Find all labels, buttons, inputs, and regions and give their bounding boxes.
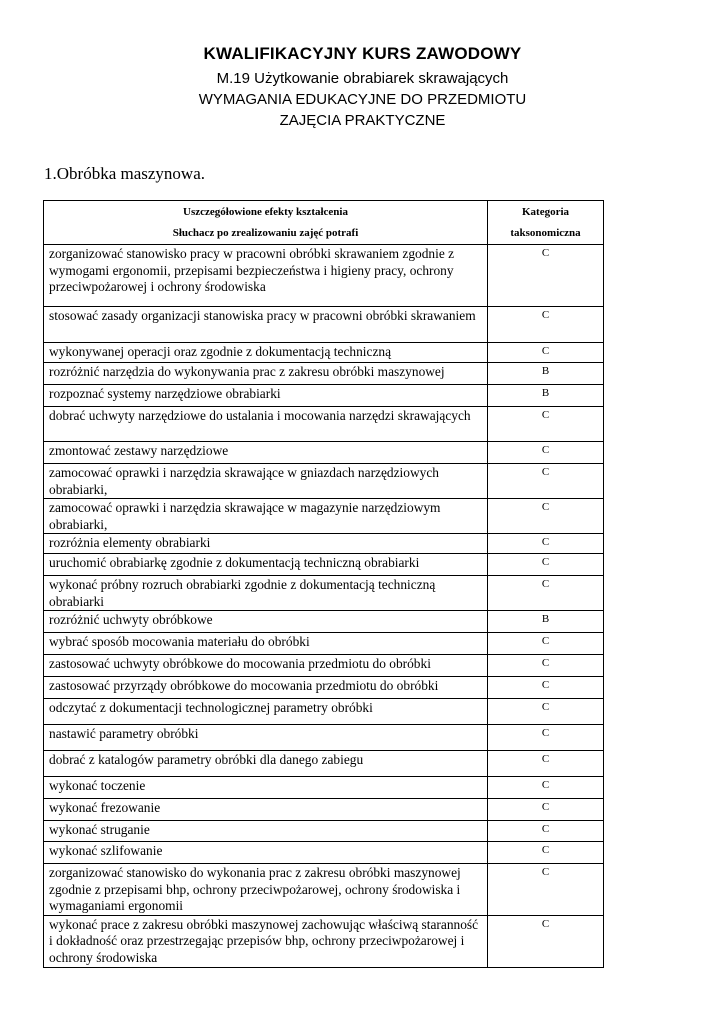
row-category: C bbox=[488, 442, 604, 464]
row-text: wybrać sposób mocowania materiału do obróbki bbox=[44, 633, 488, 655]
row-category: C bbox=[488, 915, 604, 967]
row-text: zastosować uchwyty obróbkowe do mocowania przedmiotu do obróbki bbox=[44, 655, 488, 677]
row-category: C bbox=[488, 407, 604, 442]
table-row bbox=[44, 464, 604, 499]
section-title: 1.Obróbka maszynowa. bbox=[44, 164, 205, 183]
row-text: rozróżnić uchwyty obróbkowe bbox=[44, 611, 488, 633]
table-row bbox=[44, 699, 604, 725]
header-outcomes-line1: Uszczegółowione efekty kształcenia bbox=[183, 206, 348, 218]
header-learning-outcomes bbox=[44, 201, 488, 245]
row-text: wykonać frezowanie bbox=[44, 799, 488, 821]
table-row bbox=[44, 363, 604, 385]
table-row bbox=[44, 821, 604, 842]
table-row bbox=[44, 385, 604, 407]
row-category: C bbox=[488, 725, 604, 751]
header-category-line1: Kategoria bbox=[521, 206, 570, 218]
row-category: C bbox=[488, 534, 604, 554]
row-category: C bbox=[488, 464, 604, 499]
row-text: nastawić parametry obróbki bbox=[44, 725, 488, 751]
document-subtitle: WYMAGANIA EDUKACYJNE DO PRZEDMIOTU bbox=[198, 91, 527, 108]
table-row bbox=[44, 725, 604, 751]
table-row bbox=[44, 799, 604, 821]
table-row bbox=[44, 677, 604, 699]
row-text: zastosować przyrządy obróbkowe do mocowania przedmiotu do obróbki bbox=[44, 677, 488, 699]
table-row bbox=[44, 842, 604, 864]
row-text: wykonać prace z zakresu obróbki maszynowej zachowując właściwą staranność i dokładność oraz przestrzegając przepisów bhp, ochrony przeciwpożarowej i ochrony środowiska bbox=[44, 915, 488, 967]
row-text: dobrać uchwyty narzędziowe do ustalania i mocowania narzędzi skrawających bbox=[44, 407, 488, 442]
header-category-line2: taksonomiczna bbox=[510, 227, 581, 239]
row-text: zorganizować stanowisko pracy w pracowni obróbki skrawaniem zgodnie z wymogami ergonomii, przepisami bezpieczeństwa i higieny pracy, ochrony przeciwpożarowej i ochrony środowiska bbox=[44, 245, 488, 307]
row-text: odczytać z dokumentacji technologicznej parametry obróbki bbox=[44, 699, 488, 725]
row-text: rozróżnia elementy obrabiarki bbox=[44, 534, 488, 554]
row-text: dobrać z katalogów parametry obróbki dla danego zabiegu bbox=[44, 751, 488, 777]
row-category: C bbox=[488, 799, 604, 821]
row-category: C bbox=[488, 677, 604, 699]
header-category bbox=[488, 201, 604, 245]
row-category: C bbox=[488, 821, 604, 842]
row-text: rozpoznać systemy narzędziowe obrabiarki bbox=[44, 385, 488, 407]
row-text: rozróżnić narzędzia do wykonywania prac z zakresu obróbki maszynowej bbox=[44, 363, 488, 385]
table-row bbox=[44, 499, 604, 534]
row-category: B bbox=[488, 385, 604, 407]
table-row bbox=[44, 915, 604, 967]
row-category: C bbox=[488, 245, 604, 307]
row-category: C bbox=[488, 777, 604, 799]
qualification-name: M.19 Użytkowanie obrabiarek skrawających bbox=[216, 70, 509, 87]
table-row bbox=[44, 343, 604, 363]
header-outcomes-line2: Słuchacz po zrealizowaniu zajęć potrafi bbox=[172, 227, 359, 239]
table-header-row bbox=[44, 201, 604, 245]
row-text: stosować zasady organizacji stanowiska pracy w pracowni obróbki skrawaniem bbox=[44, 307, 488, 343]
table-row bbox=[44, 633, 604, 655]
table-row bbox=[44, 407, 604, 442]
table-row bbox=[44, 534, 604, 554]
row-text: uruchomić obrabiarkę zgodnie z dokumentacją techniczną obrabiarki bbox=[44, 554, 488, 576]
table-row bbox=[44, 864, 604, 916]
row-text: wykonywanej operacji oraz zgodnie z dokumentacją techniczną bbox=[44, 343, 488, 363]
row-category: B bbox=[488, 363, 604, 385]
row-category: C bbox=[488, 842, 604, 864]
row-text: zmontować zestawy narzędziowe bbox=[44, 442, 488, 464]
row-category: C bbox=[488, 633, 604, 655]
row-text: wykonać szlifowanie bbox=[44, 842, 488, 864]
table-row bbox=[44, 442, 604, 464]
row-category: C bbox=[488, 576, 604, 611]
table-row bbox=[44, 655, 604, 677]
row-category: B bbox=[488, 611, 604, 633]
row-text: wykonać struganie bbox=[44, 821, 488, 842]
row-category: C bbox=[488, 499, 604, 534]
row-text: wykonać próbny rozruch obrabiarki zgodnie z dokumentacją techniczną obrabiarki bbox=[44, 576, 488, 611]
table-row bbox=[44, 307, 604, 343]
document-title: KWALIFIKACYJNY KURS ZAWODOWY bbox=[203, 44, 522, 63]
table-row bbox=[44, 245, 604, 307]
row-text: wykonać toczenie bbox=[44, 777, 488, 799]
row-text: zorganizować stanowisko do wykonania prac z zakresu obróbki maszynowej zgodnie z przepisami bhp, ochrony przeciwpożarowej, ochrony środowiska i wymaganiami ergonomii bbox=[44, 864, 488, 916]
row-category: C bbox=[488, 864, 604, 916]
requirements-table bbox=[43, 200, 604, 968]
row-text: zamocować oprawki i narzędzia skrawające w gniazdach narzędziowych obrabiarki, bbox=[44, 464, 488, 499]
row-category: C bbox=[488, 307, 604, 343]
subject-name: ZAJĘCIA PRAKTYCZNE bbox=[279, 112, 446, 129]
row-category: C bbox=[488, 655, 604, 677]
row-category: C bbox=[488, 699, 604, 725]
table-row bbox=[44, 554, 604, 576]
table-row bbox=[44, 611, 604, 633]
row-category: C bbox=[488, 554, 604, 576]
row-category: C bbox=[488, 751, 604, 777]
table-row bbox=[44, 777, 604, 799]
table-row bbox=[44, 576, 604, 611]
row-category: C bbox=[488, 343, 604, 363]
table-row bbox=[44, 751, 604, 777]
row-text: zamocować oprawki i narzędzia skrawające w magazynie narzędziowym obrabiarki, bbox=[44, 499, 488, 534]
